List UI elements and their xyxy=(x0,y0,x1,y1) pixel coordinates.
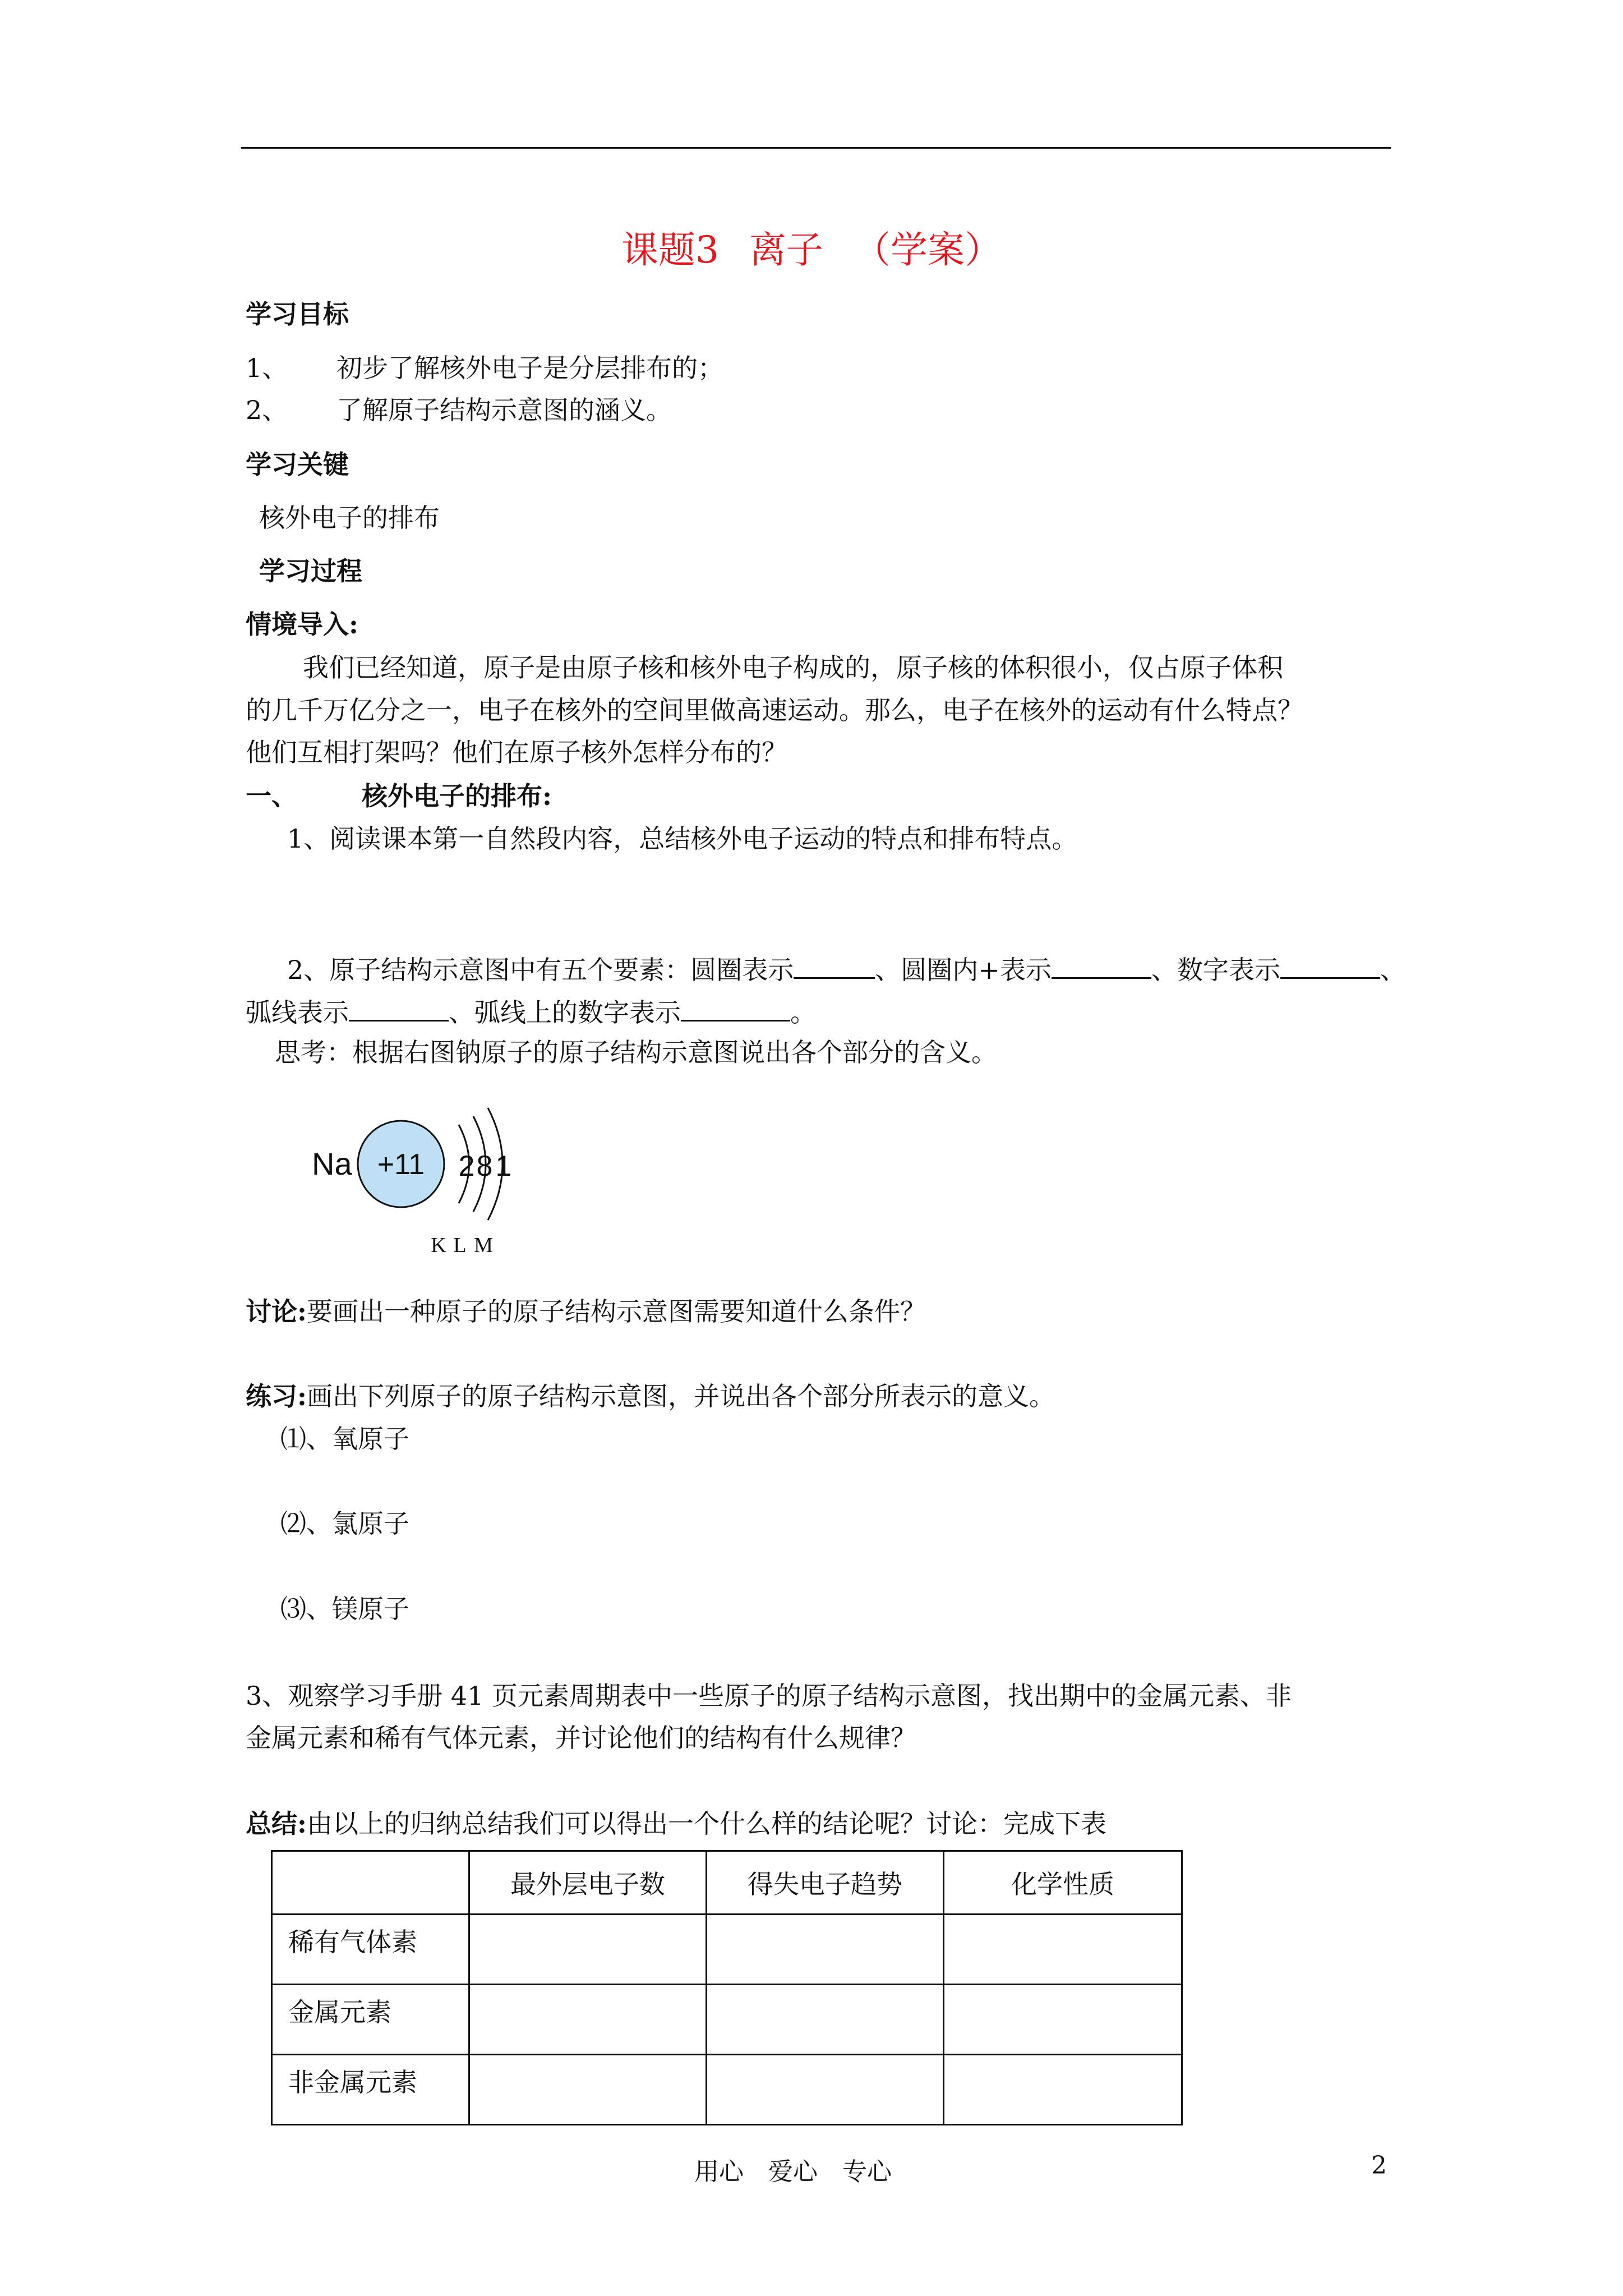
table-row-label: 非金属元素 xyxy=(272,2055,469,2125)
summary-table xyxy=(271,1850,1183,2125)
table-row xyxy=(272,1915,1182,1985)
practice-item-3-num: ⑶、 xyxy=(280,1594,332,1624)
q2-text-g: 。 xyxy=(790,997,816,1028)
table-header-cell: 化学性质 xyxy=(944,1851,1182,1915)
q2-text-a: 2、原子结构示意图中有五个要素：圆圈表示 xyxy=(287,955,794,985)
table-cell[interactable] xyxy=(469,2055,707,2125)
shell-label-k: K xyxy=(431,1234,446,1257)
q2-text-d: 、 xyxy=(1380,955,1406,985)
shell-electrons-m: 1 xyxy=(495,1150,512,1182)
table-header-cell: 最外层电子数 xyxy=(469,1851,707,1915)
table-cell[interactable] xyxy=(944,1915,1182,1985)
atom-symbol: Na xyxy=(312,1146,352,1181)
shell-label-l: L xyxy=(453,1234,467,1257)
table-header-row xyxy=(272,1851,1182,1915)
blank-arc-number[interactable] xyxy=(681,997,790,1022)
part1-num: 一、 xyxy=(246,781,297,811)
intro-line-2: 的几千万亿分之一，电子在核外的空间里做高速运动。那么，电子在核外的运动有什么特点？ xyxy=(246,695,1303,725)
shell-electrons-l: 8 xyxy=(476,1150,493,1182)
table-header-cell xyxy=(272,1851,469,1915)
footer-motto: 用心 爱心 专心 xyxy=(694,2157,892,2186)
blank-circle[interactable] xyxy=(794,955,875,979)
practice-label: 练习: xyxy=(246,1381,307,1411)
blank-arc[interactable] xyxy=(349,997,449,1022)
blank-number[interactable] xyxy=(1280,955,1380,979)
key-text: 核外电子的排布 xyxy=(259,503,440,533)
q2-text-f: 、弧线上的数字表示 xyxy=(449,997,681,1028)
summary-label: 总结: xyxy=(246,1809,307,1839)
question-3-line-1: 3、观察学习手册 41 页元素周期表中一些原子的原子结构示意图，找出期中的金属元素、非 xyxy=(246,1681,1292,1711)
intro-line-1: 我们已经知道，原子是由原子核和核外电子构成的，原子核的体积很小，仅占原子体积 xyxy=(303,652,1283,683)
title-part-3: （学案） xyxy=(854,228,1002,272)
key-heading: 学习关键 xyxy=(246,449,349,480)
summary-text: 由以上的归纳总结我们可以得出一个什么样的结论呢？讨论：完成下表 xyxy=(306,1809,1106,1839)
intro-heading: 情境导入: xyxy=(246,609,358,639)
goal-item-2-num: 2、 xyxy=(246,395,288,425)
goals-heading: 学习目标 xyxy=(246,299,349,329)
practice-item-3-text: 镁原子 xyxy=(332,1594,409,1624)
table-row xyxy=(272,1985,1182,2055)
intro-line-3: 他们互相打架吗？他们在原子核外怎样分布的？ xyxy=(246,737,787,767)
practice-item-1-text: 氧原子 xyxy=(332,1424,409,1454)
part1-question-2 xyxy=(287,955,1406,983)
part1-question-2-cont xyxy=(246,997,816,1028)
sodium-atom-diagram xyxy=(292,1094,550,1262)
header-rule xyxy=(241,147,1391,149)
question-3-line-2: 金属元素和稀有气体元素，并讨论他们的结构有什么规律？ xyxy=(246,1723,916,1753)
nucleus-charge: +11 xyxy=(377,1148,425,1181)
q2-text-c: 、数字表示 xyxy=(1151,955,1280,985)
table-header-cell: 得失电子趋势 xyxy=(707,1851,944,1915)
shell-label-m: M xyxy=(474,1234,493,1257)
practice-line xyxy=(246,1383,1055,1409)
think-text: 思考：根据右图钠原子的原子结构示意图说出各个部分的含义。 xyxy=(275,1037,997,1068)
goal-item-1-num: 1、 xyxy=(246,353,288,383)
practice-text: 画出下列原子的原子结构示意图，并说出各个部分所表示的意义。 xyxy=(306,1381,1055,1411)
discuss-line xyxy=(246,1296,926,1327)
title-part-1: 课题3 xyxy=(621,228,719,272)
table-row-label: 金属元素 xyxy=(272,1985,469,2055)
q2-text-e: 弧线表示 xyxy=(246,997,349,1028)
discuss-label: 讨论: xyxy=(246,1296,307,1327)
discuss-text: 要画出一种原子的原子结构示意图需要知道什么条件？ xyxy=(306,1296,926,1327)
process-heading: 学习过程 xyxy=(259,556,362,586)
page-number: 2 xyxy=(1371,2151,1387,2180)
summary-line xyxy=(246,1811,1106,1837)
practice-item-2-text: 氯原子 xyxy=(332,1508,409,1539)
q2-text-b: 、圆圈内+表示 xyxy=(875,955,1052,985)
page-title xyxy=(0,220,1623,273)
table-cell[interactable] xyxy=(944,1985,1182,2055)
table-cell[interactable] xyxy=(469,1915,707,1985)
part1-heading: 核外电子的排布: xyxy=(362,781,552,811)
table-row-label: 稀有气体素 xyxy=(272,1915,469,1985)
goal-item-2-text: 了解原子结构示意图的涵义。 xyxy=(336,395,672,425)
blank-plus-sign[interactable] xyxy=(1052,955,1151,979)
practice-item-2-num: ⑵、 xyxy=(280,1508,332,1539)
table-cell[interactable] xyxy=(944,2055,1182,2125)
table-cell[interactable] xyxy=(469,1985,707,2055)
practice-item-1-num: ⑴、 xyxy=(280,1424,332,1454)
part1-question-1: 1、阅读课本第一自然段内容，总结核外电子运动的特点和排布特点。 xyxy=(287,823,1078,854)
shell-electrons-k: 2 xyxy=(458,1150,475,1182)
table-row xyxy=(272,2055,1182,2125)
practice-item-2 xyxy=(280,1508,409,1539)
practice-item-1 xyxy=(280,1426,409,1452)
table-cell[interactable] xyxy=(707,2055,944,2125)
table-cell[interactable] xyxy=(707,1915,944,1985)
title-part-2: 离子 xyxy=(749,228,823,272)
goal-item-1-text: 初步了解核外电子是分层排布的； xyxy=(336,353,723,383)
practice-item-3 xyxy=(280,1596,409,1622)
table-cell[interactable] xyxy=(707,1985,944,2055)
